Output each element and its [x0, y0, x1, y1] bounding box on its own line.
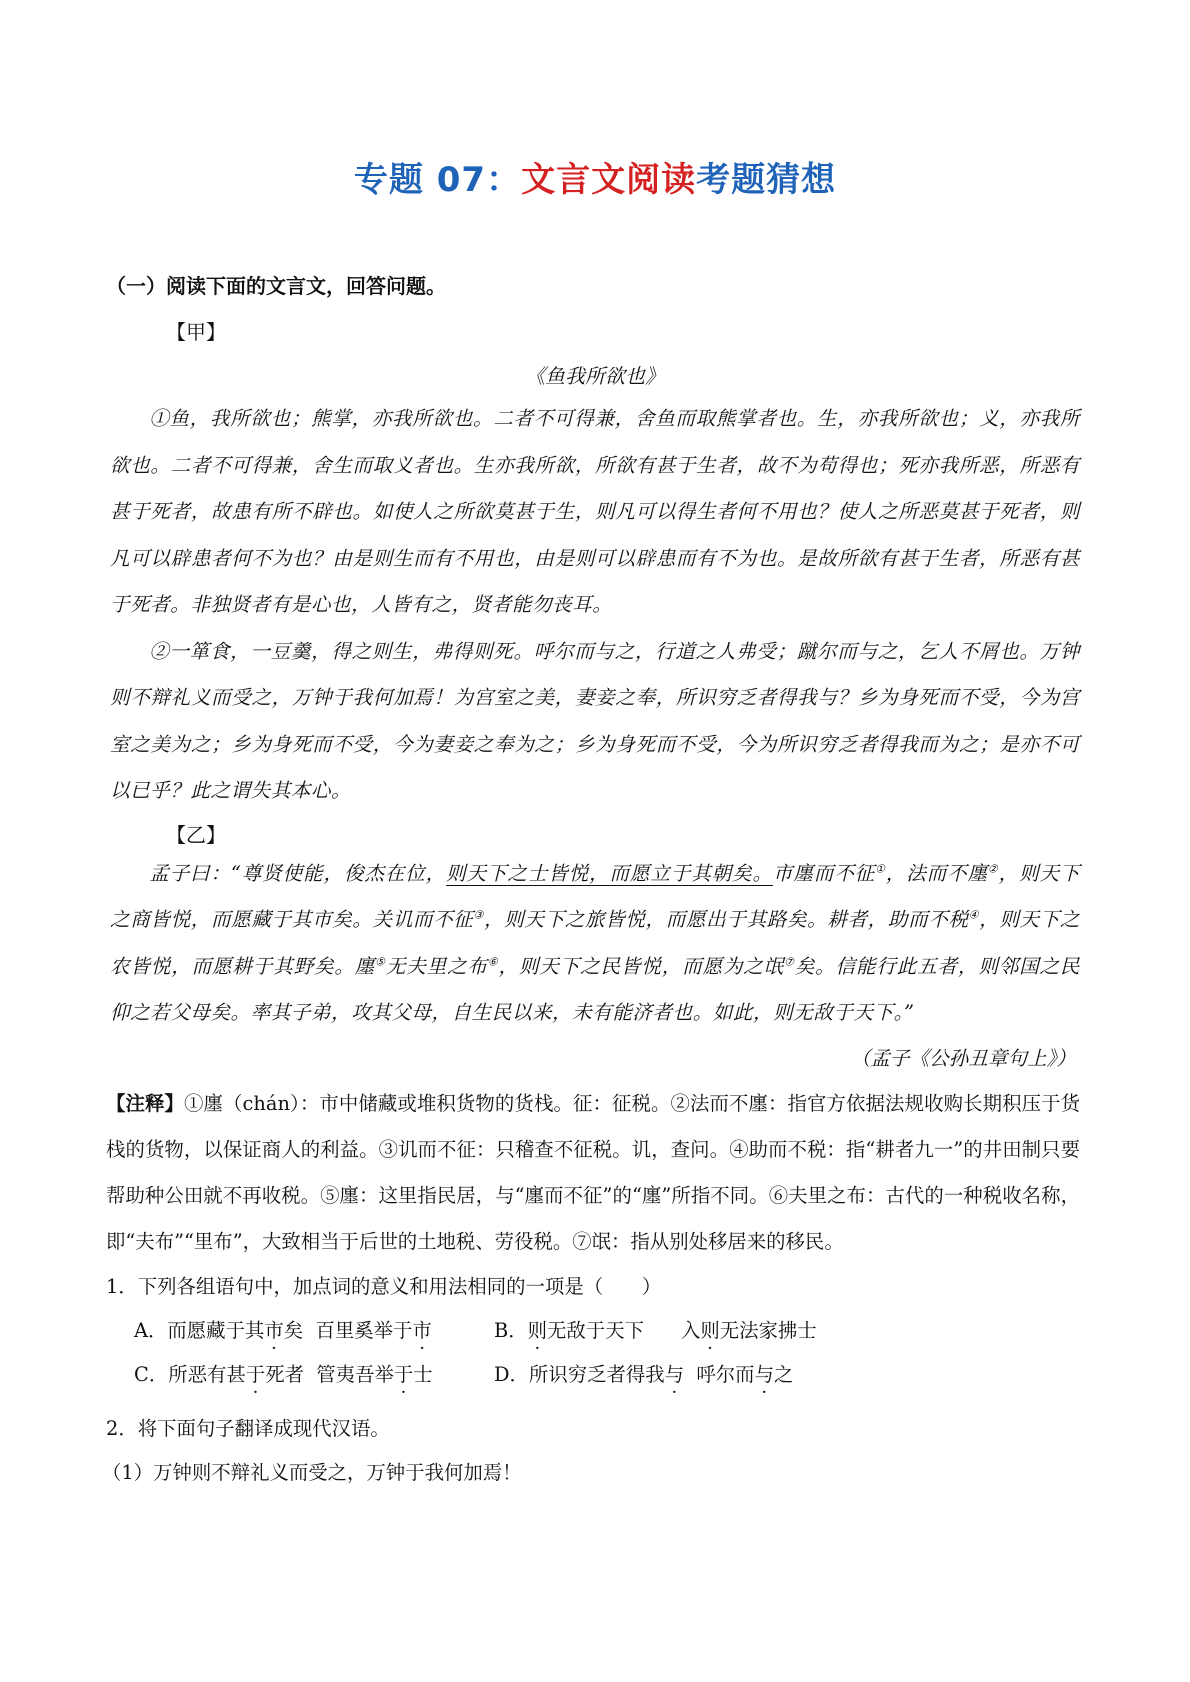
title-part-topic: 专题: [353, 160, 424, 200]
yi-text-segment: 市廛而不征: [772, 861, 876, 885]
jia-paragraph-1: ①鱼，我所欲也；熊掌，亦我所欲也。二者不可得兼，舍鱼而取熊掌者也。生，亦我所欲也；义，亦我所欲也。二者不可得兼，舍生而取义者也。生亦我所欲，所欲有甚于生者，故不为苟得也；死亦我所恶，所恶有甚于死者，故患有所不辟也。如使人之所欲莫甚于生，则凡可以得生者何不用也？使人之所恶莫甚于死者，则凡可以辟患者何不为也？由是则生而有不用也，由是则可以辟患而有不为也。是故所欲有甚于生者，所恶有甚于死者。非独贤者有是心也，人皆有之，贤者能勿丧耳。: [110, 407, 1080, 616]
yi-text-segment: 矣。信能行此五者，则邻国之民仰之若父母矣。率其子弟，攻其父母，自生民以来，未有能济者也。如此，则无敌于天下。”: [110, 954, 1081, 1024]
question-2-sub-1: （1）万钟则不辩礼义而受之，万钟于我何加焉！: [102, 1460, 522, 1484]
footnote-mark-6: ⑥: [487, 954, 499, 968]
yi-paragraph: [110, 851, 1080, 1037]
dotted-word: 市: [412, 1318, 432, 1342]
footnote-mark-4: ④: [968, 908, 980, 922]
dotted-word: 与: [754, 1362, 774, 1386]
yi-text-segment: ，则天下之民皆悦，而愿为之氓: [498, 954, 785, 978]
option-b[interactable]: [494, 1309, 854, 1353]
option-text: 呼尔而: [684, 1362, 755, 1386]
dotted-word: 于: [393, 1362, 414, 1386]
title-part-number: 07：: [423, 160, 522, 200]
question-2-stem: 2．将下面句子翻译成现代汉语。: [106, 1416, 390, 1440]
yi-text-segment: ，则天下之农皆悦，而愿耕于其野矣。廛: [110, 908, 1080, 978]
footnote-mark-1: ①: [875, 861, 886, 875]
options-row-1: [134, 1309, 1080, 1353]
yi-text-segment: 无夫里之布: [385, 954, 488, 978]
yi-text-segment: ，法而不廛: [885, 861, 988, 885]
question-1-options: [110, 1309, 1080, 1397]
jia-text-title: 《鱼我所欲也》: [525, 364, 665, 388]
annotations-text: ①廛（chán）：市中储藏或堆积货物的货栈。征：征税。②法而不廛：指官方依据法规收购长期积压于货栈的货物，以保证商人的利益。③讥而不征：只稽查不征税。讥，查问。④助而不税：指“耕者九一”的井田制只要帮助种公田就不再收税。⑤廛：这里指民居，与“廛而不征”的“廛”所指不同。⑥夫里之布：古代的一种税收名称，即“夫布”“里布”，大致相当于后世的土地税、劳役税。⑦氓：指从别处移居来的移民。: [106, 1091, 1080, 1253]
option-text: 士: [413, 1362, 433, 1386]
yi-underlined-sentence: 则天下之士皆悦，而愿立于其朝矣。: [446, 861, 773, 885]
yi-label: 【乙】: [166, 822, 226, 847]
option-text: 无法家拂士: [719, 1318, 817, 1342]
footnote-mark-7: ⑦: [784, 954, 795, 968]
option-c[interactable]: [134, 1353, 494, 1397]
dotted-word: 则: [700, 1318, 720, 1342]
footnote-mark-3: ③: [473, 908, 484, 922]
option-text: 矣 百里奚举于: [283, 1318, 413, 1342]
options-row-2: [134, 1353, 1080, 1397]
option-text: 无敌于天下 入: [547, 1318, 701, 1342]
option-a[interactable]: [134, 1309, 494, 1353]
footnote-mark-5: ⑤: [375, 954, 386, 968]
yi-source-citation: （孟子《公孙丑章句上》）: [850, 1046, 1076, 1070]
yi-text-segment: ，则天下之旅皆悦，而愿出于其路矣。耕者，助而不税: [483, 908, 969, 931]
jia-label: 【甲】: [166, 320, 226, 344]
footnote-mark-2: ②: [987, 861, 999, 875]
option-d[interactable]: [494, 1353, 854, 1397]
question-1-stem: 1．下列各组语句中，加点词的意义和用法相同的一项是（ ）: [106, 1274, 662, 1298]
yi-text-segment: 孟子曰：“尊贤使能，俊杰在位，: [149, 861, 447, 885]
option-text: 之: [773, 1362, 794, 1386]
title-part-suffix: 考题猜想: [696, 160, 837, 200]
annotations: [106, 1081, 1080, 1265]
option-text: D．所识穷乏者得我: [494, 1362, 665, 1386]
option-text: B．: [494, 1318, 528, 1342]
dotted-word: 与: [664, 1362, 685, 1386]
dotted-word: 市: [264, 1318, 284, 1342]
yi-text-segment: ，则天下之商皆悦，而愿藏于其市矣。关讥而不征: [110, 861, 1081, 931]
jia-paragraph-2: ②一箪食，一豆羹，得之则生，弗得则死。呼尔而与之，行道之人弗受；蹴尔而与之，乞人不屑也。万钟则不辩礼义而受之，万钟于我何加焉！为宫室之美，妻妾之奉，所识穷乏者得我与？乡为身死而不受，今为宫室之美为之；乡为身死而不受，今为妻妾之奉为之；乡为身死而不受，今为所识穷乏者得我而为之；是亦不可以已乎？此之谓失其本心。: [110, 639, 1080, 802]
page-title: [110, 0, 1080, 210]
option-text: A．而愿藏于其: [134, 1318, 265, 1342]
option-text: 死者 管夷吾举: [265, 1362, 394, 1386]
dotted-word: 于: [245, 1362, 266, 1386]
section-heading: （一）阅读下面的文言文，回答问题。: [106, 274, 446, 298]
option-text: C．所恶有甚: [134, 1362, 246, 1386]
title-part-subject: 文言文阅读: [521, 160, 697, 200]
annotations-label: 【注释】: [106, 1091, 185, 1115]
dotted-word: 则: [527, 1318, 548, 1342]
